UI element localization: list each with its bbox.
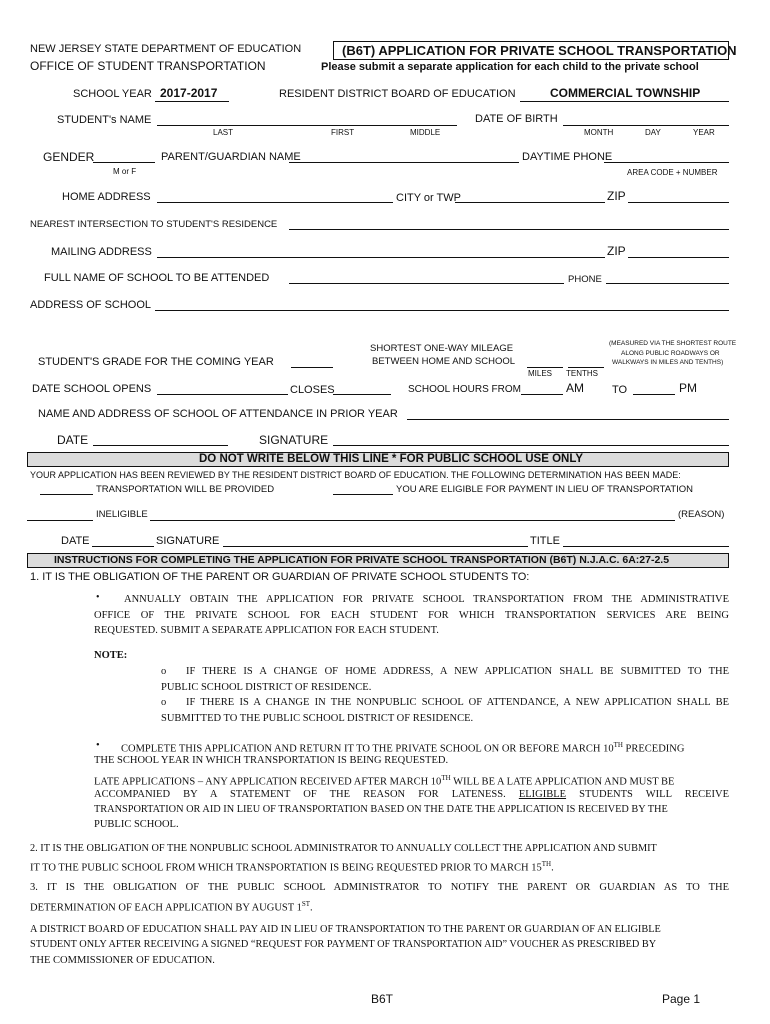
miles-hint: MILES xyxy=(528,369,553,378)
student-name-line[interactable] xyxy=(157,125,457,126)
dob-day-hint: DAY xyxy=(645,128,661,137)
form-title-box xyxy=(333,41,737,60)
intersection-line[interactable] xyxy=(289,229,729,230)
gender-line[interactable] xyxy=(93,162,155,163)
late-line-3: TRANSPORTATION OR AID IN LIEU OF TRANSPORTATION BASED ON THE DATE THE APPLICATION IS RECEIVED BY THE xyxy=(94,804,668,815)
prior-school-line[interactable] xyxy=(407,419,729,420)
form-subtitle: Please submit a separate application for each child to the private school xyxy=(321,61,699,73)
instructions-banner xyxy=(27,553,729,568)
dob-label: DATE OF BIRTH xyxy=(475,113,558,125)
office-use-banner-text: DO NOT WRITE BELOW THIS LINE * FOR PUBLIC SCHOOL USE ONLY xyxy=(199,453,583,465)
pm-label: PM xyxy=(679,381,697,395)
instruction-item-1: 1. IT IS THE OBLIGATION OF THE PARENT OR GUARDIAN OF PRIVATE SCHOOL STUDENTS TO: xyxy=(30,571,530,583)
name-first-hint: FIRST xyxy=(331,128,355,137)
office-date-line[interactable] xyxy=(92,546,154,547)
measured-note-3: WALKWAYS IN MILES AND TENTHS) xyxy=(612,359,724,366)
mailing-line[interactable] xyxy=(157,257,605,258)
date-opens-line[interactable] xyxy=(157,394,288,395)
school-year-label: SCHOOL YEAR xyxy=(73,88,152,100)
parent-line[interactable] xyxy=(289,162,519,163)
closes-line[interactable] xyxy=(333,394,391,395)
miles-line[interactable] xyxy=(527,367,563,368)
instructions-banner-text: INSTRUCTIONS FOR COMPLETING THE APPLICATION FOR PRIVATE SCHOOL TRANSPORTATION (B6T) N.J.A.C. 6A:27-2.5 xyxy=(54,554,670,566)
note-2-marker: o xyxy=(161,697,167,708)
note-1-marker: o xyxy=(161,666,167,677)
city-line[interactable] xyxy=(455,202,605,203)
provided-check-line[interactable] xyxy=(40,494,93,495)
office-signature-label: SIGNATURE xyxy=(156,535,220,547)
city-label: CITY or TWP xyxy=(396,192,461,204)
bullet-1-line-1: ANNUALLY OBTAIN THE APPLICATION FOR PRIVATE SCHOOL TRANSPORTATION FROM THE ADMINISTRATIVE xyxy=(124,594,729,605)
student-name-label: STUDENT's NAME xyxy=(57,114,152,126)
bullet-2-line-1: COMPLETE THIS APPLICATION AND RETURN IT TO THE PRIVATE SCHOOL ON OR BEFORE MARCH 10TH PRECEDING xyxy=(121,741,685,755)
item-3-line-1: 3. IT IS THE OBLIGATION OF THE PUBLIC SCHOOL ADMINISTRATOR TO NOTIFY THE PARENT OR GUARDIAN AS TO THE xyxy=(30,882,729,893)
parent-date-label: DATE xyxy=(57,433,89,447)
am-label: AM xyxy=(566,381,584,395)
tenths-hint: TENTHS xyxy=(566,369,598,378)
reviewed-text: YOUR APPLICATION HAS BEEN REVIEWED BY THE RESIDENT DISTRICT BOARD OF EDUCATION. THE FOLLOWING DETERMINATION HAS BEEN MADE: xyxy=(30,470,681,480)
measured-note-2: ALONG PUBLIC ROADWAYS OR xyxy=(621,350,720,357)
parent-date-line[interactable] xyxy=(93,445,228,446)
parent-signature-line[interactable] xyxy=(333,445,729,446)
zip-label: ZIP xyxy=(607,189,626,203)
bullet-1: • xyxy=(96,592,100,603)
home-address-line[interactable] xyxy=(157,202,393,203)
tenths-line[interactable] xyxy=(568,367,604,368)
date-opens-label: DATE SCHOOL OPENS xyxy=(32,383,152,395)
bullet-1-line-2: OFFICE OF THE PRIVATE SCHOOL FOR EACH STUDENT FOR WHICH TRANSPORTATION SERVICES ARE BEING xyxy=(94,610,729,621)
note-label: NOTE: xyxy=(94,650,128,661)
note-1-line-1: IF THERE IS A CHANGE OF HOME ADDRESS, A NEW APPLICATION SHALL BE SUBMITTED TO THE xyxy=(186,666,729,677)
dob-year-hint: YEAR xyxy=(693,128,715,137)
school-address-line[interactable] xyxy=(155,310,729,311)
form-title: (B6T) APPLICATION FOR PRIVATE SCHOOL TRANSPORTATION xyxy=(342,43,737,58)
school-name-label: FULL NAME OF SCHOOL TO BE ATTENDED xyxy=(44,272,270,284)
parent-label: PARENT/GUARDIAN NAME xyxy=(161,151,301,163)
ineligible-text: INELIGIBLE xyxy=(96,509,148,520)
office-use-banner xyxy=(27,452,729,467)
office-title-line[interactable] xyxy=(563,546,729,547)
final-line-3: THE COMMISSIONER OF EDUCATION. xyxy=(30,955,215,966)
zip2-line[interactable] xyxy=(628,257,729,258)
gender-hint: M or F xyxy=(113,167,137,176)
hours-to-line[interactable] xyxy=(633,394,675,395)
board-label: RESIDENT DISTRICT BOARD OF EDUCATION xyxy=(279,88,516,100)
phone-hint: AREA CODE + NUMBER xyxy=(627,168,718,177)
name-last-hint: LAST xyxy=(213,128,234,137)
item-2-line-1: 2. IT IS THE OBLIGATION OF THE NONPUBLIC SCHOOL ADMINISTRATOR TO ANNUALLY COLLECT THE APPLICATION AND SUBMIT xyxy=(30,843,657,854)
bullet-2: • xyxy=(96,740,100,751)
reason-label: (REASON) xyxy=(678,509,725,520)
measured-note-1: (MEASURED VIA THE SHORTEST ROUTE xyxy=(609,340,737,347)
school-year-value[interactable]: 2017-2017 xyxy=(160,86,218,100)
phone-label: DAYTIME PHONE xyxy=(522,151,613,163)
mileage-label-1: SHORTEST ONE-WAY MILEAGE xyxy=(370,343,514,354)
provided-text: TRANSPORTATION WILL BE PROVIDED xyxy=(96,484,275,495)
school-phone-label: PHONE xyxy=(568,274,602,285)
payment-text: YOU ARE ELIGIBLE FOR PAYMENT IN LIEU OF TRANSPORTATION xyxy=(396,484,694,495)
parent-signature-label: SIGNATURE xyxy=(259,433,329,447)
department-name: NEW JERSEY STATE DEPARTMENT OF EDUCATION xyxy=(30,43,302,55)
hours-label: SCHOOL HOURS FROM xyxy=(408,384,521,395)
grade-line[interactable] xyxy=(291,367,333,368)
note-1-line-2: PUBLIC SCHOOL DISTRICT OF RESIDENCE. xyxy=(161,682,372,693)
closes-label: CLOSES xyxy=(290,384,335,396)
item-3-line-2: DETERMINATION OF EACH APPLICATION BY AUGUST 1ST. xyxy=(30,900,313,914)
footer-page-number: Page 1 xyxy=(662,992,701,1006)
gender-label: GENDER xyxy=(43,150,95,164)
school-name-line[interactable] xyxy=(289,283,564,284)
phone-line[interactable] xyxy=(604,162,729,163)
board-value[interactable]: COMMERCIAL TOWNSHIP xyxy=(550,86,701,100)
final-line-2: STUDENT ONLY AFTER RECEIVING A SIGNED “REQUEST FOR PAYMENT OF TRANSPORTATION AID” VOUCHER AS PRESCRIBED BY xyxy=(30,939,657,950)
hours-from-line[interactable] xyxy=(521,394,563,395)
ineligible-check-line[interactable] xyxy=(27,520,93,521)
intersection-label: NEAREST INTERSECTION TO STUDENT'S RESIDENCE xyxy=(30,219,278,230)
school-phone-line[interactable] xyxy=(606,283,729,284)
dob-month-hint: MONTH xyxy=(584,128,614,137)
school-address-label: ADDRESS OF SCHOOL xyxy=(30,299,152,311)
dob-line[interactable] xyxy=(563,125,729,126)
prior-school-label: NAME AND ADDRESS OF SCHOOL OF ATTENDANCE IN PRIOR YEAR xyxy=(38,408,398,420)
note-2-line-2: SUBMITTED TO THE PUBLIC SCHOOL DISTRICT OF RESIDENCE. xyxy=(161,713,474,724)
late-line-2: ACCOMPANIED BY A STATEMENT OF THE REASON FOR LATENESS. ELIGIBLE STUDENTS WILL RECEIVE xyxy=(94,789,730,800)
office-signature-line[interactable] xyxy=(223,546,528,547)
office-title-label: TITLE xyxy=(530,535,560,547)
bullet-2-line-2: THE SCHOOL YEAR IN WHICH TRANSPORTATION IS BEING REQUESTED. xyxy=(94,755,449,766)
late-line-4: PUBLIC SCHOOL. xyxy=(94,819,179,830)
to-label: TO xyxy=(612,384,628,396)
final-line-1: A DISTRICT BOARD OF EDUCATION SHALL PAY AID IN LIEU OF TRANSPORTATION TO THE PARENT OR GUARDIAN OF AN ELIGIBLE xyxy=(30,924,661,935)
item-2-line-2: IT TO THE PUBLIC SCHOOL FROM WHICH TRANSPORTATION IS BEING REQUESTED PRIOR TO MARCH 15TH. xyxy=(30,860,554,874)
zip2-label: ZIP xyxy=(607,244,626,258)
office-date-label: DATE xyxy=(61,535,90,547)
bullet-1-line-3: REQUESTED. SUBMIT A SEPARATE APPLICATION FOR EACH STUDENT. xyxy=(94,625,439,636)
note-2-line-1: IF THERE IS A CHANGE IN THE NONPUBLIC SCHOOL OF ATTENDANCE, A NEW APPLICATION SHALL BE xyxy=(186,697,729,708)
payment-check-line[interactable] xyxy=(333,494,393,495)
zip-line[interactable] xyxy=(628,202,729,203)
name-middle-hint: MIDDLE xyxy=(410,128,441,137)
grade-label: STUDENT'S GRADE FOR THE COMING YEAR xyxy=(38,356,274,368)
mailing-label: MAILING ADDRESS xyxy=(51,246,152,258)
footer-form-code: B6T xyxy=(371,992,394,1006)
reason-line[interactable] xyxy=(150,520,675,521)
office-name: OFFICE OF STUDENT TRANSPORTATION xyxy=(30,59,266,73)
late-line-1: LATE APPLICATIONS – ANY APPLICATION RECEIVED AFTER MARCH 10TH WILL BE A LATE APPLICATION AND MUST BE xyxy=(94,774,675,788)
mileage-label-2: BETWEEN HOME AND SCHOOL xyxy=(372,356,516,367)
home-address-label: HOME ADDRESS xyxy=(62,191,151,203)
